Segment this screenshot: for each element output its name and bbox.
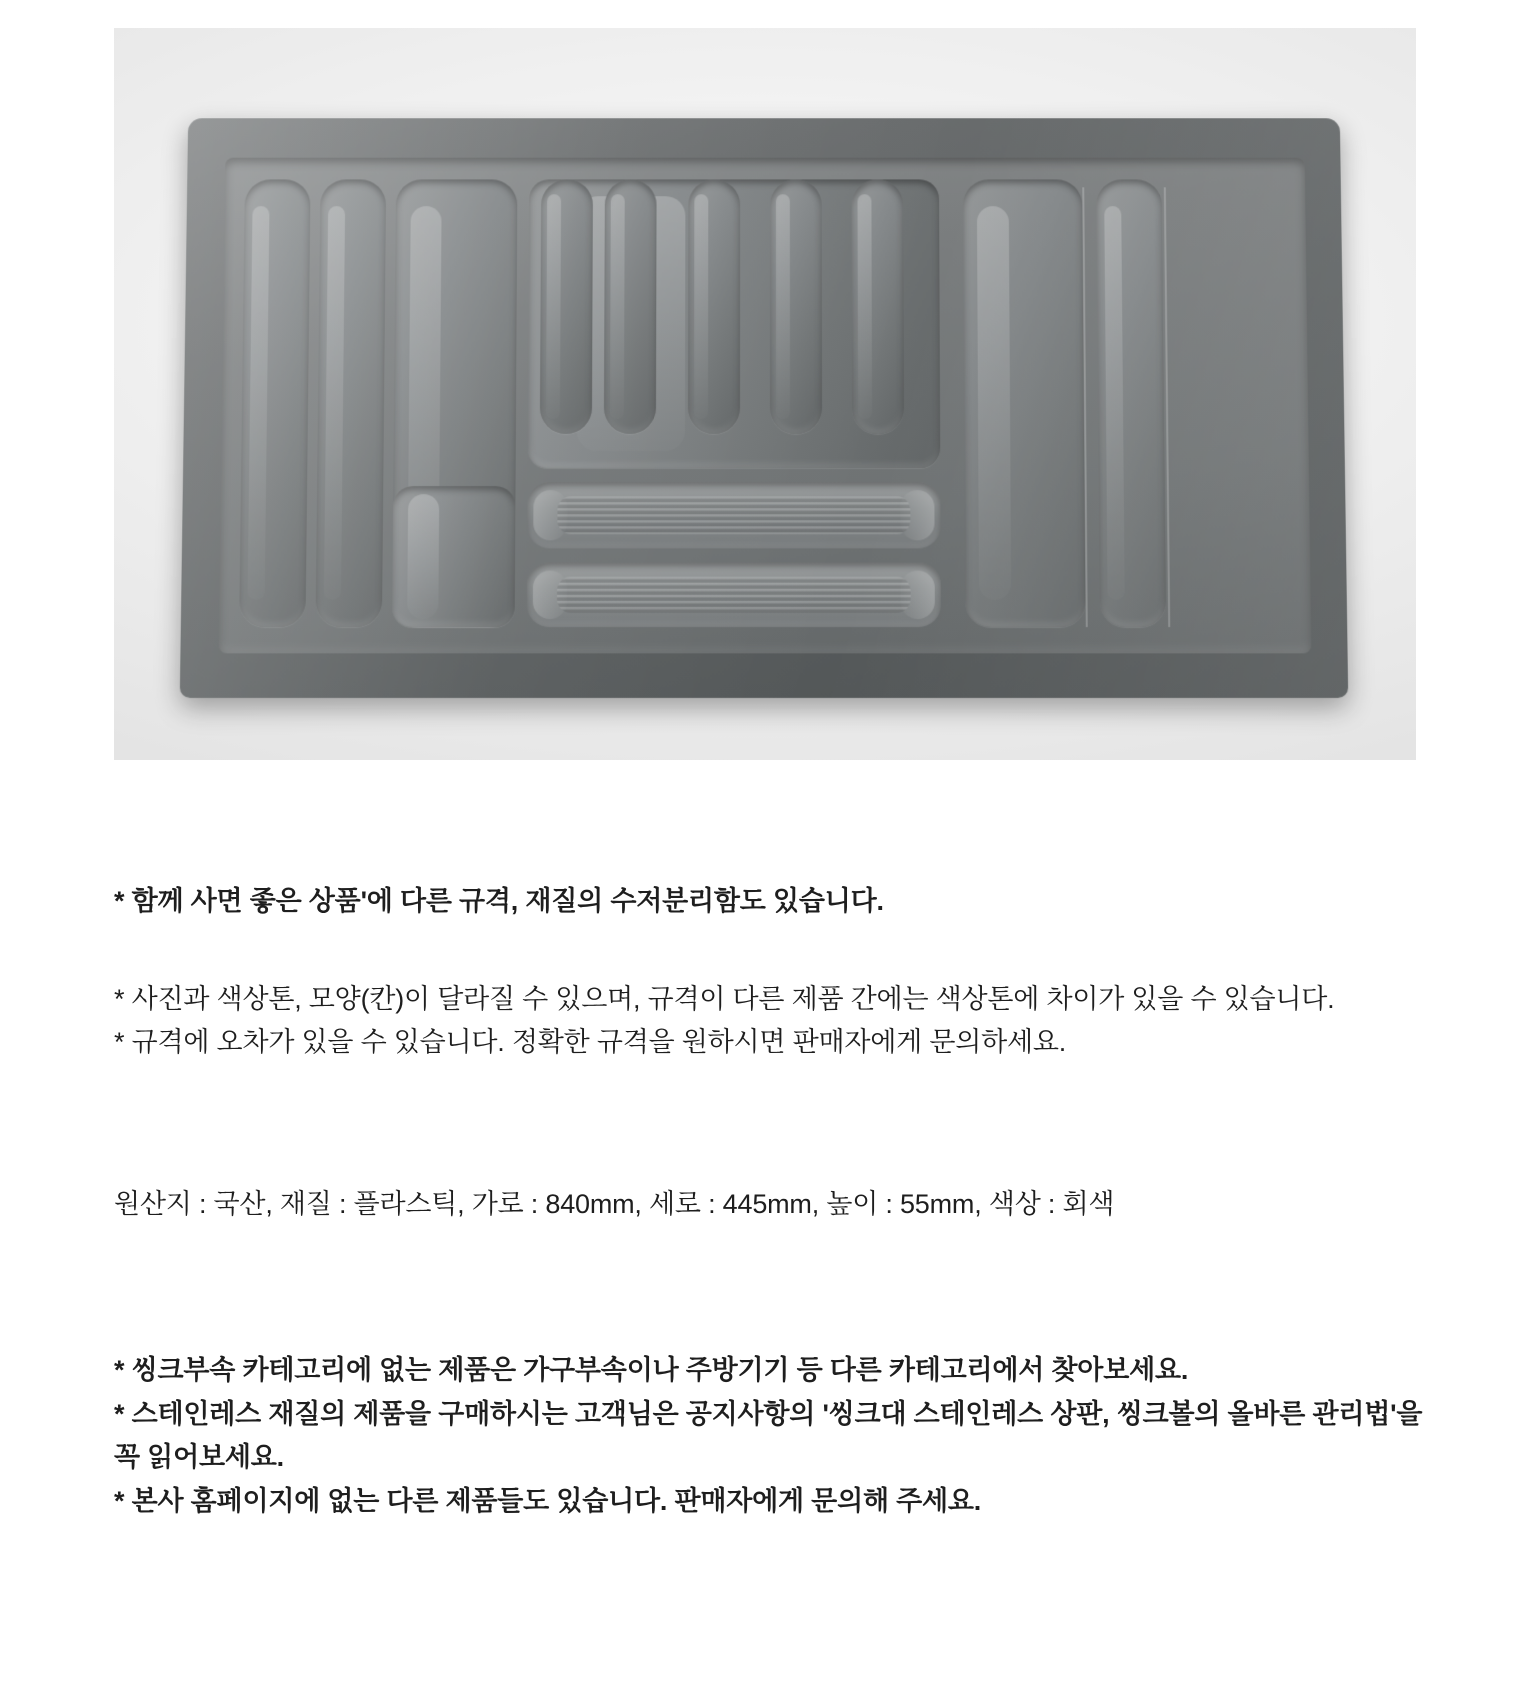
ribbed-texture xyxy=(557,577,911,613)
product-description xyxy=(114,880,1434,1524)
ribbed-cap-right xyxy=(901,571,935,619)
tray-slot-11 xyxy=(392,486,516,627)
note-disclaimer-1: * 사진과 색상톤, 모양(칸)이 달라질 수 있으며, 규격이 다른 제품 간에는 색상톤에 차이가 있을 수 있습니다. xyxy=(114,983,1335,1014)
tray-slot-10 xyxy=(1096,179,1166,627)
spacer xyxy=(114,1065,1434,1183)
tray-slot-6 xyxy=(688,179,740,434)
tray-inner-floor xyxy=(219,158,1312,654)
product-photo xyxy=(114,28,1416,760)
tray-ribbed-upper xyxy=(527,482,940,548)
note-footer-3: * 본사 홈페이지에 없는 다른 제품들도 있습니다. 판매자에게 문의해 주세요. xyxy=(114,1486,982,1517)
tray-slot-8 xyxy=(852,179,905,434)
note-highlight: * 함께 사면 좋은 상품'에 다른 규격, 재질의 수저분리함도 있습니다. xyxy=(114,886,884,916)
spacer xyxy=(114,1227,1434,1319)
ribbed-texture xyxy=(557,496,910,534)
spec-line: 원산지 : 국산, 재질 : 플라스틱, 가로 : 840mm, 세로 : 445mm, 높이 : 55mm, 색상 : 회색 xyxy=(114,1189,1115,1220)
tray-slot-2 xyxy=(316,179,387,627)
spacer xyxy=(114,924,1434,978)
note-disclaimer-2: * 규격에 오차가 있을 수 있습니다. 정확한 규격을 원하시면 판매자에게 문의하세요. xyxy=(114,1027,1067,1058)
tray-ribbed-lower xyxy=(527,563,941,628)
note-footer-2: * 스테인레스 재질의 제품을 구매하시는 고객님은 공지사항의 '씽크대 스테인레스 상판, 씽크볼의 올바른 관리법'을 꼭 읽어보세요. xyxy=(114,1398,1423,1473)
tray-slot-7 xyxy=(770,179,822,434)
note-footer-1: * 씽크부속 카테고리에 없는 제품은 가구부속이나 주방기기 등 다른 카테고리에서 찾아보세요. xyxy=(114,1354,1189,1385)
tray-slot-9 xyxy=(963,179,1086,627)
spacer xyxy=(114,1319,1434,1349)
ribbed-cap-right xyxy=(900,490,934,540)
cutlery-tray-product xyxy=(180,118,1348,698)
tray-slot-5 xyxy=(604,179,657,434)
tray-slot-4 xyxy=(540,179,593,434)
tray-slot-1 xyxy=(239,179,310,627)
